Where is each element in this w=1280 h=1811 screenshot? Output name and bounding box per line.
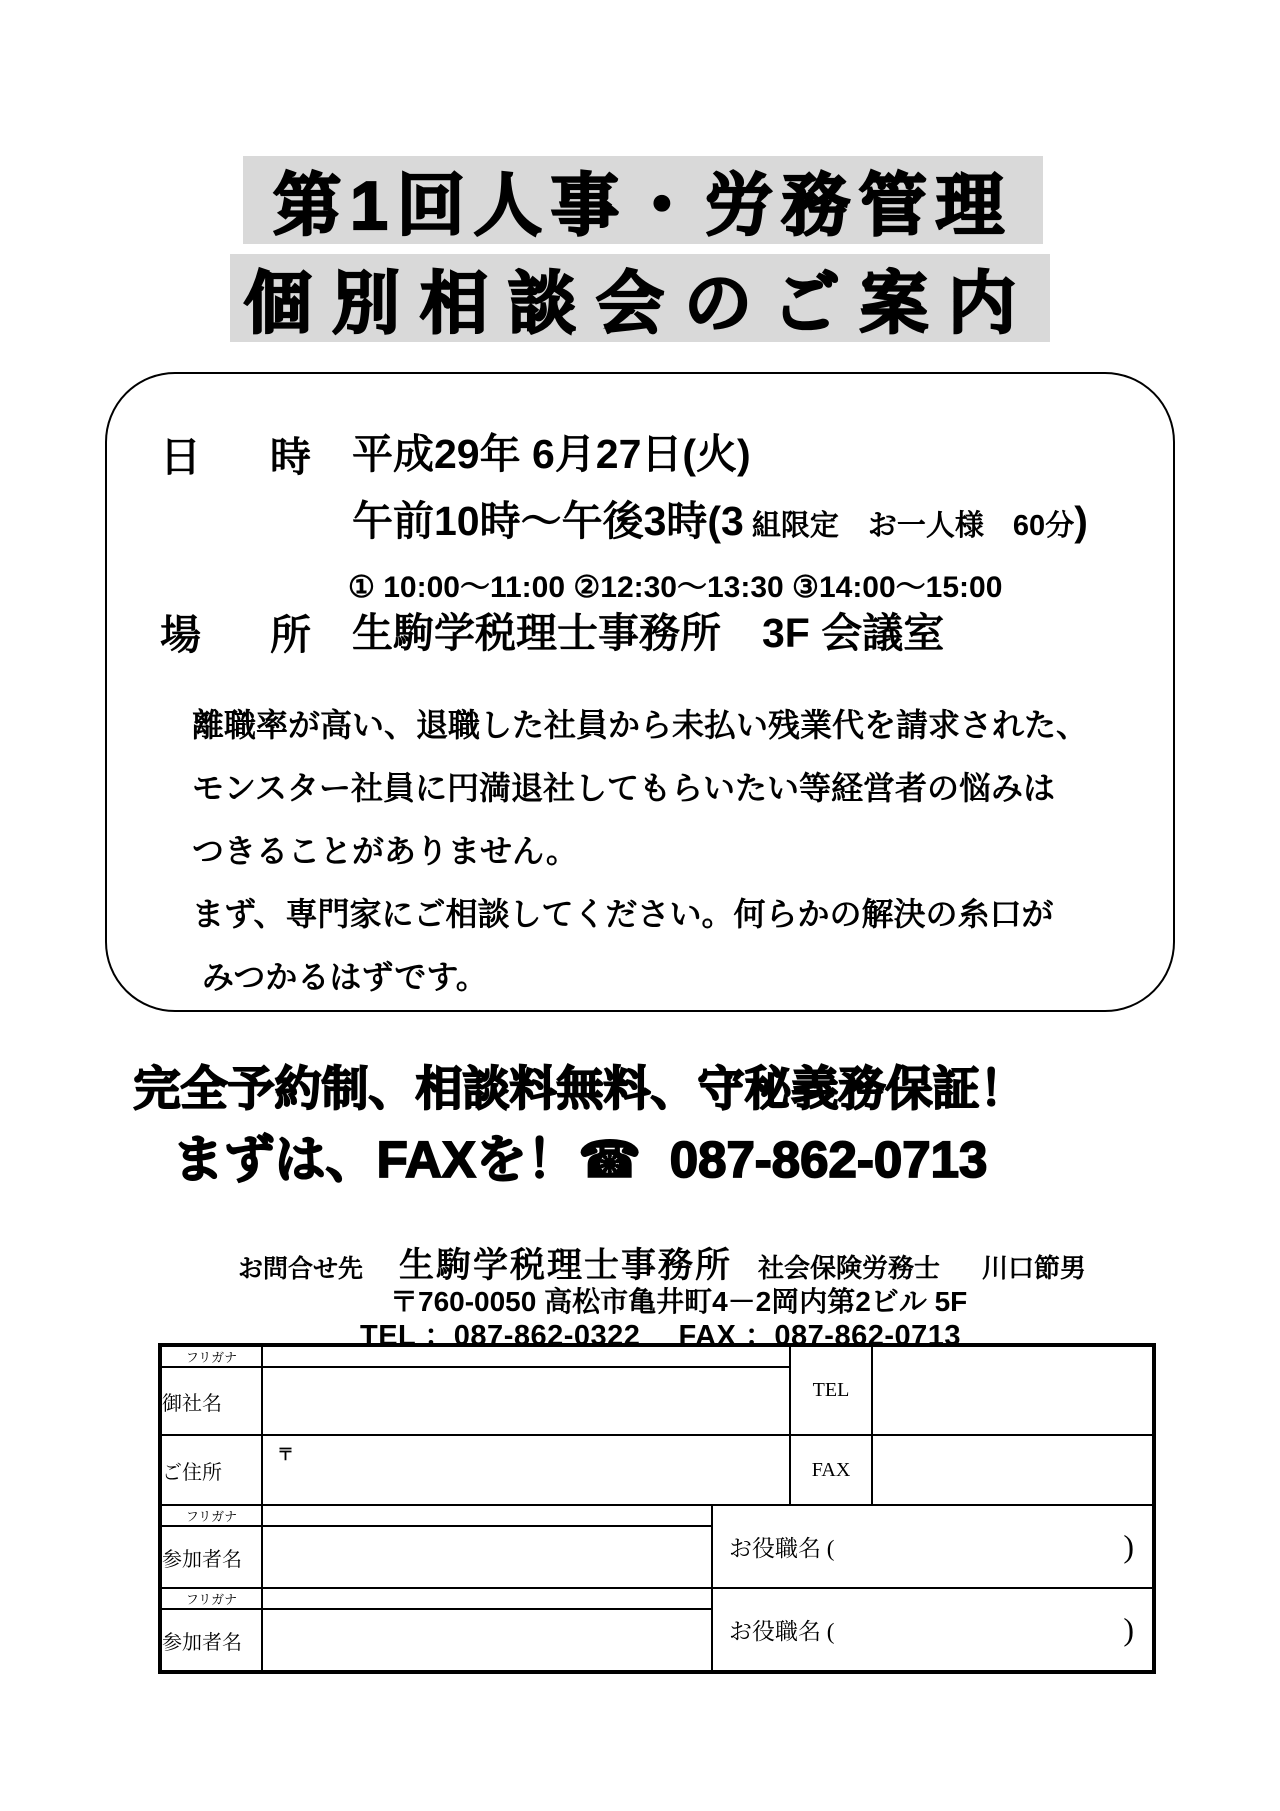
time-slots: ① 10:00～11:00 ②12:30～13:30 ③14:00～15:00 (348, 571, 1003, 604)
form-furigana-label: フリガナ (160, 1588, 262, 1609)
reply-form-table (158, 1343, 1156, 1674)
form-participant1-field (262, 1526, 712, 1588)
form-participant-label: 参加者名 (160, 1526, 262, 1588)
time-paren-close: ) (1074, 498, 1088, 544)
form-furigana-label: フリガナ (160, 1505, 262, 1526)
datetime-value: 平成29年 6月27日(火) (352, 431, 751, 477)
contact-qualification: 社会保険労務士 (758, 1253, 941, 1283)
form-participant2-field (262, 1609, 712, 1672)
paragraph-line: みつかるはずです。 (202, 959, 488, 995)
form-participant-label: 参加者名 (160, 1609, 262, 1672)
place-label: 場 所 (160, 612, 325, 658)
form-tel-label: TEL (790, 1345, 872, 1435)
role-label: お役職名 ( (729, 1536, 835, 1561)
postal-mark: 〒 (277, 1445, 294, 1464)
form-furigana-label: フリガナ (160, 1345, 262, 1367)
form-company-label: 御社名 (160, 1367, 262, 1435)
form-fax-field (872, 1435, 1154, 1505)
time-note: 組限定 お一人様 60分 (743, 510, 1075, 542)
time-line (352, 488, 1088, 547)
role-paren-close: ) (1123, 1528, 1134, 1564)
form-tel-field (872, 1345, 1154, 1435)
form-role2-cell (712, 1588, 1154, 1672)
intro-paragraph (192, 694, 1088, 1009)
phone-icon: ☎ (577, 1131, 642, 1188)
form-company-field (262, 1367, 790, 1435)
form-participant1-furigana-field (262, 1505, 712, 1526)
paragraph-line: 離職率が高い、退職した社員から未払い残業代を請求された、 (192, 707, 1089, 743)
contact-person-name: 川口節男 (982, 1253, 1087, 1283)
role-paren-close: ) (1123, 1611, 1134, 1647)
page-title-line2: 個別相談会のご案内 (230, 254, 1050, 342)
form-address-field (262, 1435, 790, 1505)
contact-address: 〒760-0050 高松市亀井町4－2岡内第2ビル 5F (390, 1286, 968, 1317)
role-label: お役職名 ( (729, 1619, 835, 1644)
slogan-fax-call: まずは、FAXを！ (172, 1131, 578, 1188)
contact-tel-fax: TEL ：087-862-0322 FAX ：087-862-0713 (360, 1320, 962, 1352)
contact-label: お問合せ先 (238, 1255, 364, 1283)
form-address-label: ご住所 (160, 1435, 262, 1505)
form-company-furigana-field (262, 1345, 790, 1367)
paragraph-line: まず、専門家にご相談してください。何らかの解決の糸口が (192, 896, 1054, 932)
contact-office-name: 生駒学税理士事務所 (399, 1246, 733, 1285)
slogan-fax-number: 087-862-0713 (669, 1131, 988, 1188)
form-role1-cell (712, 1505, 1154, 1588)
form-fax-label: FAX (790, 1435, 872, 1505)
form-participant2-furigana-field (262, 1588, 712, 1609)
paragraph-line: モンスター社員に円満退社してもらいたい等経営者の悩みは (192, 770, 1056, 806)
datetime-label: 日 時 (160, 434, 325, 480)
place-value: 生駒学税理士事務所 3F 会議室 (352, 610, 945, 656)
page-title-line1: 第1回人事・労務管理 (243, 156, 1043, 244)
slogan-line1: 完全予約制、相談料無料、守秘義務保証！ (133, 1062, 1027, 1115)
time-main: 午前10時～午後3時(3 (352, 498, 744, 544)
paragraph-line: つきることがありません。 (192, 833, 578, 869)
slogan-line2 (0, 1118, 1160, 1192)
